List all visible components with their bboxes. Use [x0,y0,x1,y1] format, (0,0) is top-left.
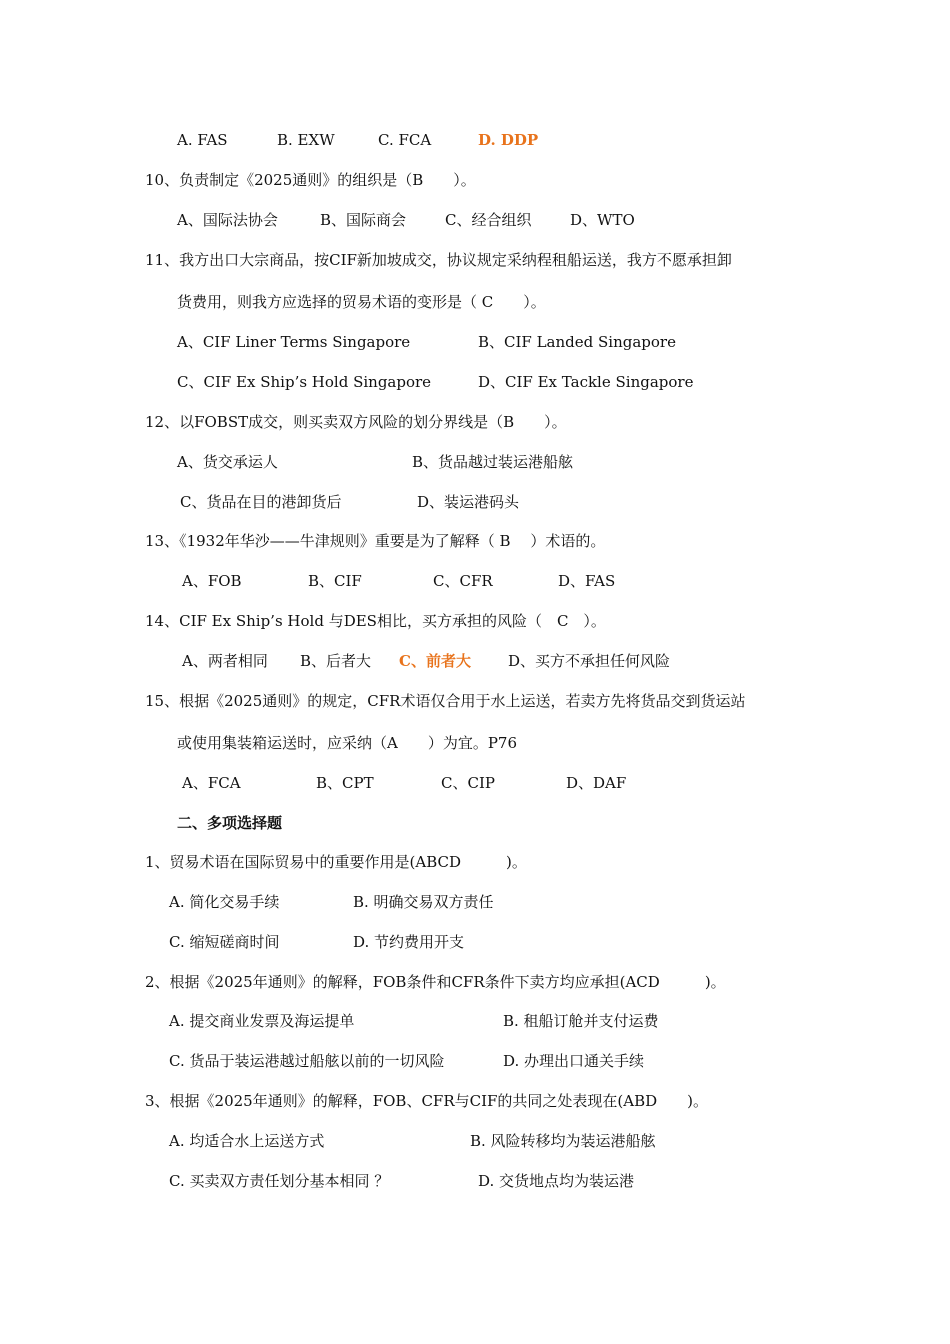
q15-stem-line2: 或使用集装箱运送时，应采纳（A ）为宜。P76 [177,734,518,752]
q15-option-c: C、CIP [441,774,495,792]
q10-stem: 10、负责制定《2025通则》的组织是（B ）。 [145,171,476,189]
q11-option-c: C、CIF Ex Ship’s Hold Singapore [177,373,432,391]
q11-stem-line2: 货费用，则我方应选择的贸易术语的变形是（ C ）。 [177,293,546,311]
m1-option-a: A. 简化交易手续 [169,893,280,911]
q10-option-a: A、国际法协会 [177,211,278,229]
q13-option-a: A、FOB [182,572,242,590]
q11-option-a: A、CIF Liner Terms Singapore [177,333,411,351]
section-2-heading: 二、多项选择题 [177,814,283,832]
q14-stem: 14、CIF Ex Ship’s Hold 与DES相比，买方承担的风险（ C ）。 [145,612,606,630]
m3-option-b: B. 风险转移均为装运港船舷 [470,1132,656,1150]
q13-option-c: C、CFR [433,572,493,590]
m2-option-c: C. 货品于装运港越过船舷以前的一切风险 [169,1052,445,1070]
m3-option-a: A. 均适合水上运送方式 [169,1132,325,1150]
q11-stem-line1: 11、我方出口大宗商品，按CIF新加坡成交，协议规定采纳程租船运送，我方不愿承担卸 [145,251,732,269]
q14-option-a: A、两者相同 [182,652,268,670]
m2-option-b: B. 租船订舱并支付运费 [503,1012,659,1030]
q12-option-d: D、装运港码头 [417,493,520,511]
q12-option-c: C、货品在目的港卸货后 [180,493,342,511]
q10-option-c: C、经合组织 [445,211,532,229]
q9-option-a: A. FAS [177,131,228,149]
q13-option-b: B、CIF [308,572,362,590]
q9-option-c: C. FCA [378,131,432,149]
q12-stem: 12、以FOBST成交，则买卖双方风险的划分界线是（B ）。 [145,413,567,431]
q9-option-b: B. EXW [277,131,335,149]
q15-option-a: A、FCA [182,774,241,792]
q13-stem: 13、《1932年华沙——牛津规则》重要是为了解释（ B ）术语的。 [145,532,606,550]
m2-stem: 2、根据《2025年通则》的解释，FOB条件和CFR条件下卖方均应承担(ACD )。 [145,973,726,991]
q9-option-d: D. DDP [478,131,539,149]
m3-stem: 3、根据《2025年通则》的解释，FOB、CFR与CIF的共同之处表现在(ABD )。 [145,1092,709,1110]
q15-option-b: B、CPT [316,774,374,792]
q14-option-c: C、前者大 [399,652,471,670]
m3-option-d: D. 交货地点均为装运港 [478,1172,635,1190]
q14-option-b: B、后者大 [300,652,372,670]
m2-option-a: A. 提交商业发票及海运提单 [169,1012,355,1030]
m3-option-c: C. 买卖双方责任划分基本相同 ？ [169,1172,390,1190]
q11-option-d: D、CIF Ex Tackle Singapore [478,373,694,391]
q15-stem-line1: 15、根据《2025通则》的规定，CFR术语仅合用于水上运送，若卖方先将货品交到货运站 [145,692,746,710]
m1-option-d: D. 节约费用开支 [353,933,465,951]
q12-option-b: B、货品越过装运港船舷 [412,453,574,471]
m1-option-c: C. 缩短磋商时间 [169,933,280,951]
q14-option-d: D、买方不承担任何风险 [508,652,671,670]
q15-option-d: D、DAF [566,774,627,792]
q10-option-b: B、国际商会 [320,211,407,229]
q12-option-a: A、货交承运人 [177,453,278,471]
q11-option-b: B、CIF Landed Singapore [478,333,676,351]
m2-option-d: D. 办理出口通关手续 [503,1052,645,1070]
q10-option-d: D、WTO [570,211,635,229]
m1-option-b: B. 明确交易双方责任 [353,893,494,911]
q13-option-d: D、FAS [558,572,616,590]
m1-stem: 1、贸易术语在国际贸易中的重要作用是(ABCD )。 [145,853,527,871]
